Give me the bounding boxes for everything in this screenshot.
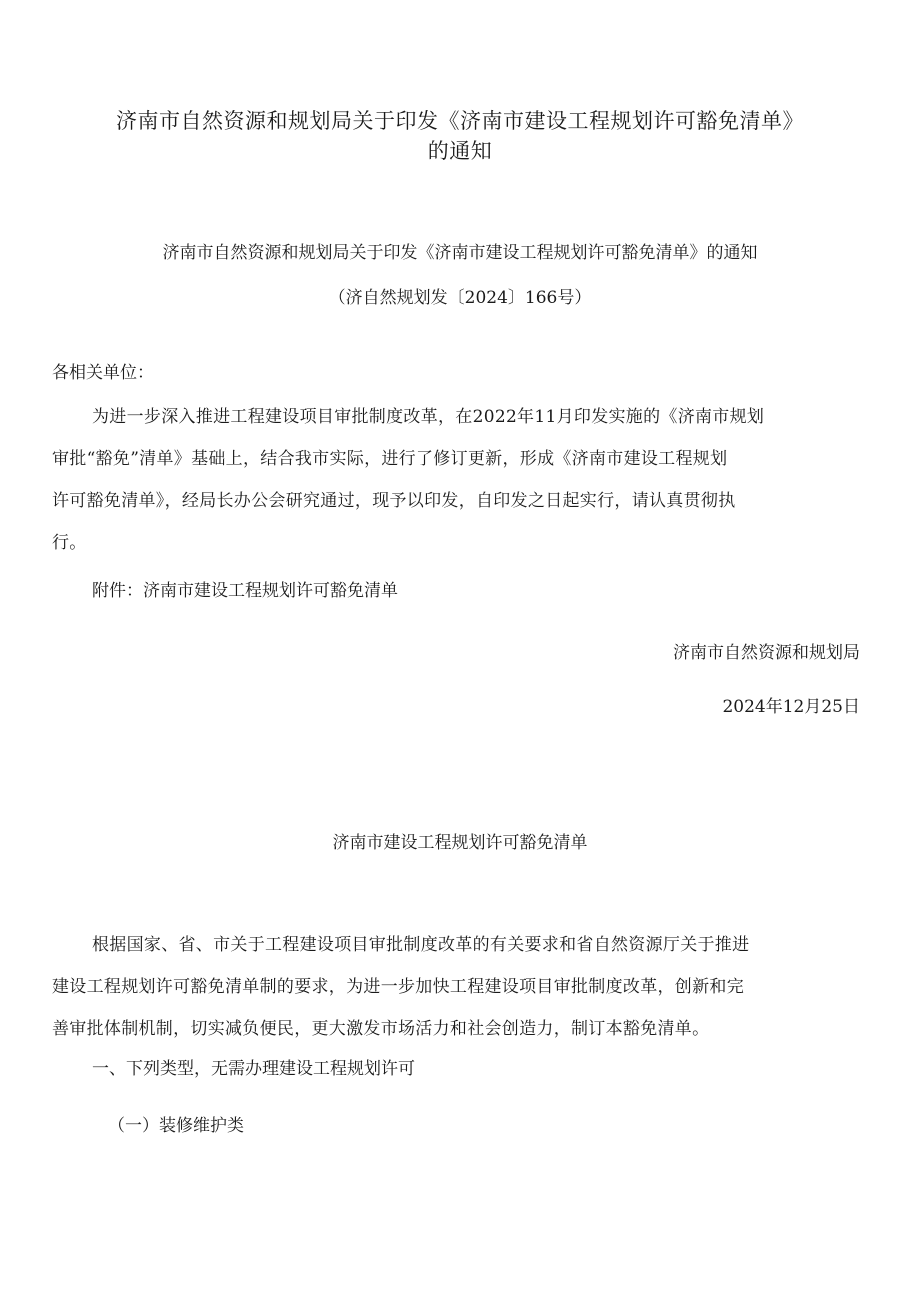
attachment-line: 附件：济南市建设工程规划许可豁免清单 xyxy=(92,581,398,601)
list-title: 济南市建设工程规划许可豁免清单 xyxy=(332,833,588,853)
document-title-line-2: 的通知 xyxy=(427,139,493,163)
body-line: 许可豁免清单》，经局长办公会研究通过，现予以印发，自印发之日起实行，请认真贯彻执 xyxy=(52,491,736,511)
document-number: （济自然规划发〔2024〕166号） xyxy=(328,288,592,308)
body-line: 行。 xyxy=(52,533,87,553)
intro-line: 善审批体制机制，切实减负便民，更大激发市场活力和社会创造力，制订本豁免清单。 xyxy=(52,1019,710,1039)
salutation: 各相关单位： xyxy=(52,363,154,383)
subsection-heading-1-1: （一）装修维护类 xyxy=(108,1116,244,1136)
list-intro-paragraph xyxy=(52,924,872,1050)
body-line: 为进一步深入推进工程建设项目审批制度改革，在2022年11月印发实施的《济南市规划 xyxy=(92,407,765,427)
notice-heading: 济南市自然资源和规划局关于印发《济南市建设工程规划许可豁免清单》的通知 xyxy=(162,243,758,263)
section-heading-1: 一、下列类型，无需办理建设工程规划许可 xyxy=(92,1059,415,1079)
intro-line: 建设工程规划许可豁免清单制的要求，为进一步加快工程建设项目审批制度改革，创新和完 xyxy=(52,977,744,997)
body-line: 审批“豁免”清单》基础上，结合我市实际，进行了修订更新，形成《济南市建设工程规划 xyxy=(52,449,728,469)
notice-body-paragraph xyxy=(52,396,872,564)
intro-line: 根据国家、省、市关于工程建设项目审批制度改革的有关要求和省自然资源厅关于推进 xyxy=(92,935,750,955)
issue-date: 2024年12月25日 xyxy=(722,697,860,717)
signer: 济南市自然资源和规划局 xyxy=(673,643,860,663)
document-title-line-1: 济南市自然资源和规划局关于印发《济南市建设工程规划许可豁免清单》 xyxy=(116,109,804,133)
